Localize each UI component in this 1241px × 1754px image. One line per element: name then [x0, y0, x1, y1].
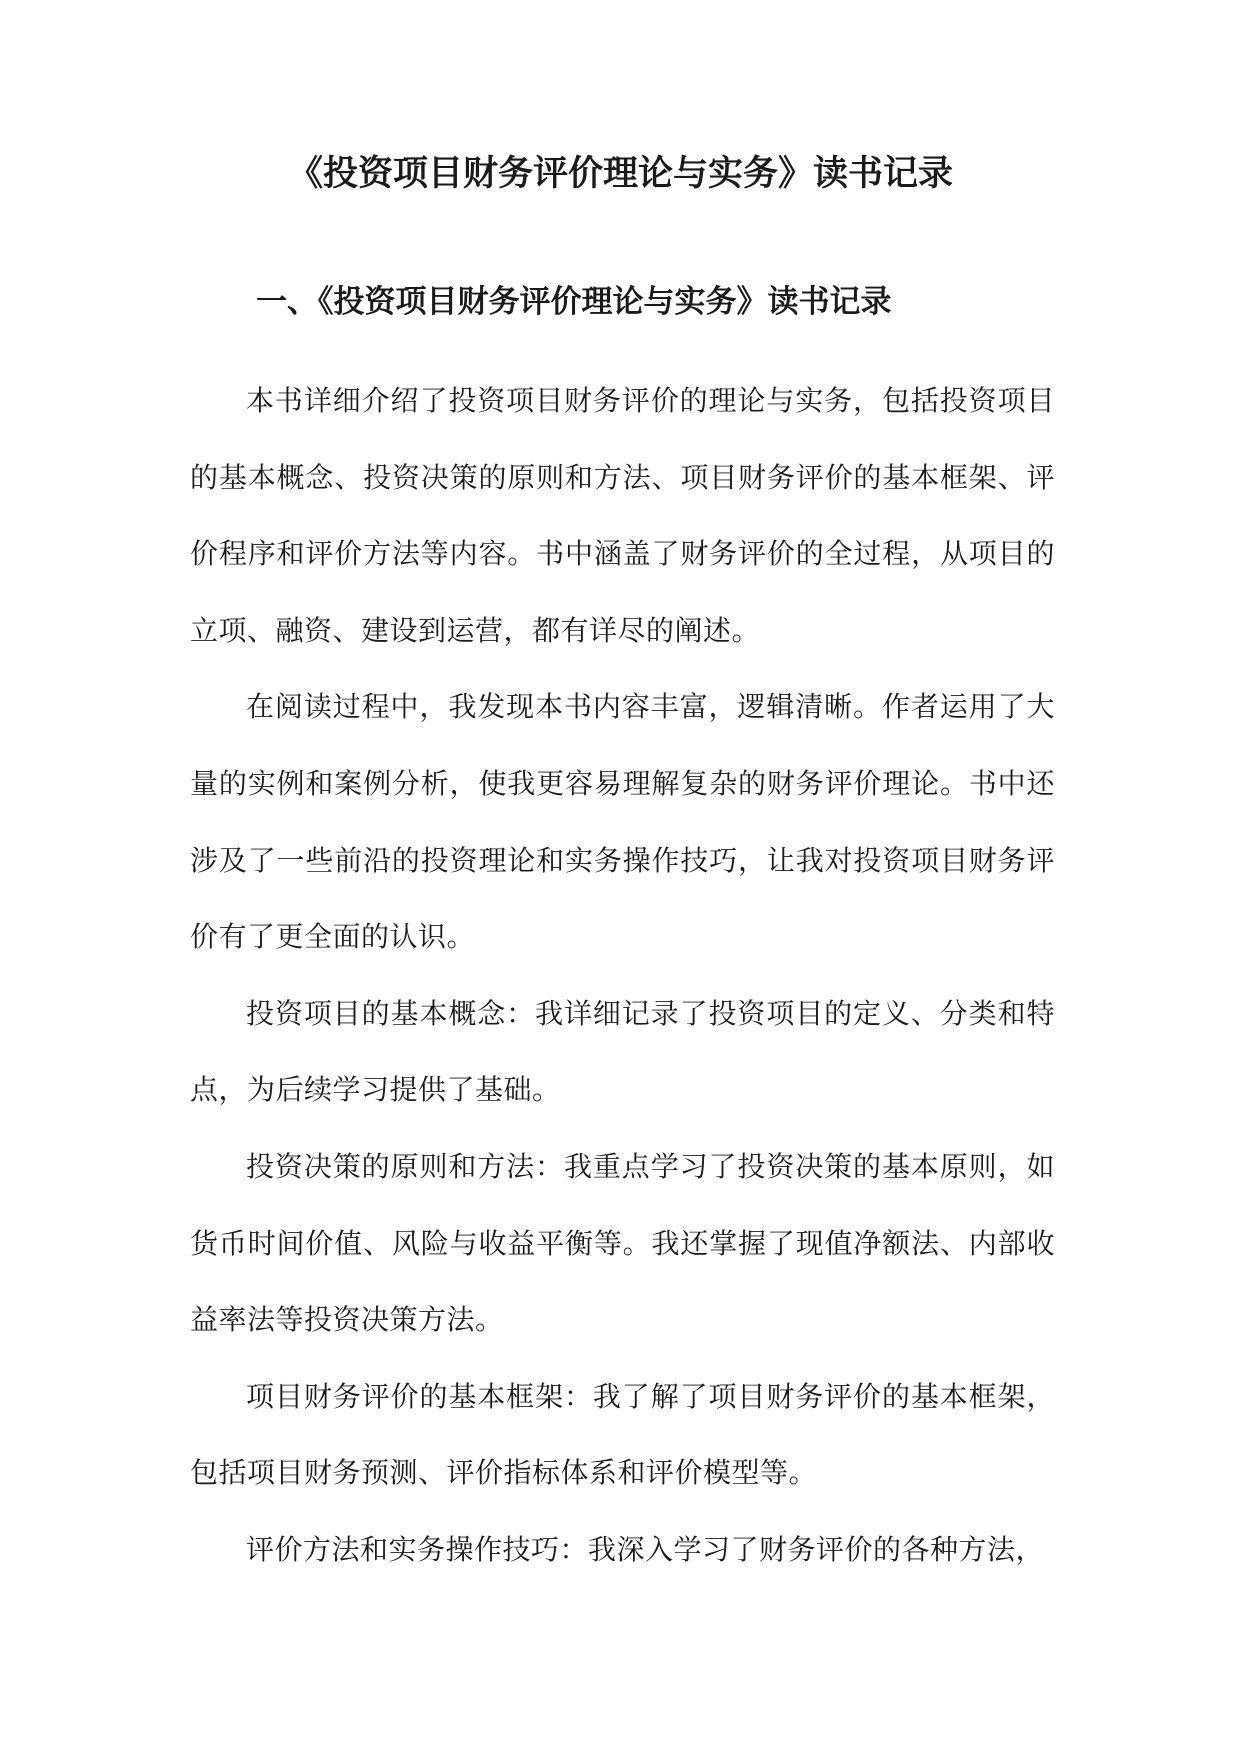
- document-body: [190, 363, 1055, 1589]
- paragraph-basic-concepts: 投资项目的基本概念：我详细记录了投资项目的定义、分类和特点，为后续学习提供了基础。: [190, 996, 1055, 1107]
- paragraph-evaluation-methods: 评价方法和实务操作技巧：我深入学习了财务评价的各种方法，: [246, 1532, 1045, 1566]
- section-heading: 一、《投资项目财务评价理论与实务》读书记录: [256, 284, 892, 320]
- paragraph-decision-principles: 投资决策的原则和方法：我重点学习了投资决策的基本原则，如货币时间价值、风险与收益平衡等。我还掌握了现值净额法、内部收益率法等投资决策方法。: [190, 1149, 1055, 1337]
- document-title: 《投资项目财务评价理论与实务》读书记录: [287, 153, 953, 194]
- paragraph-reading-impression: 在阅读过程中，我发现本书内容丰富，逻辑清晰。作者运用了大量的实例和案例分析，使我更容易理解复杂的财务评价理论。书中还涉及了一些前沿的投资理论和实务操作技巧，让我对投资项目财务评价有了更全面的认识。: [190, 690, 1055, 954]
- paragraph-evaluation-framework: 项目财务评价的基本框架：我了解了项目财务评价的基本框架，包括项目财务预测、评价指标体系和评价模型等。: [190, 1379, 1055, 1490]
- paragraph-intro: 本书详细介绍了投资项目财务评价的理论与实务，包括投资项目的基本概念、投资决策的原则和方法、项目财务评价的基本框架、评价程序和评价方法等内容。书中涵盖了财务评价的全过程，从项目的立项、融资、建设到运营，都有详尽的阐述。: [190, 384, 1055, 647]
